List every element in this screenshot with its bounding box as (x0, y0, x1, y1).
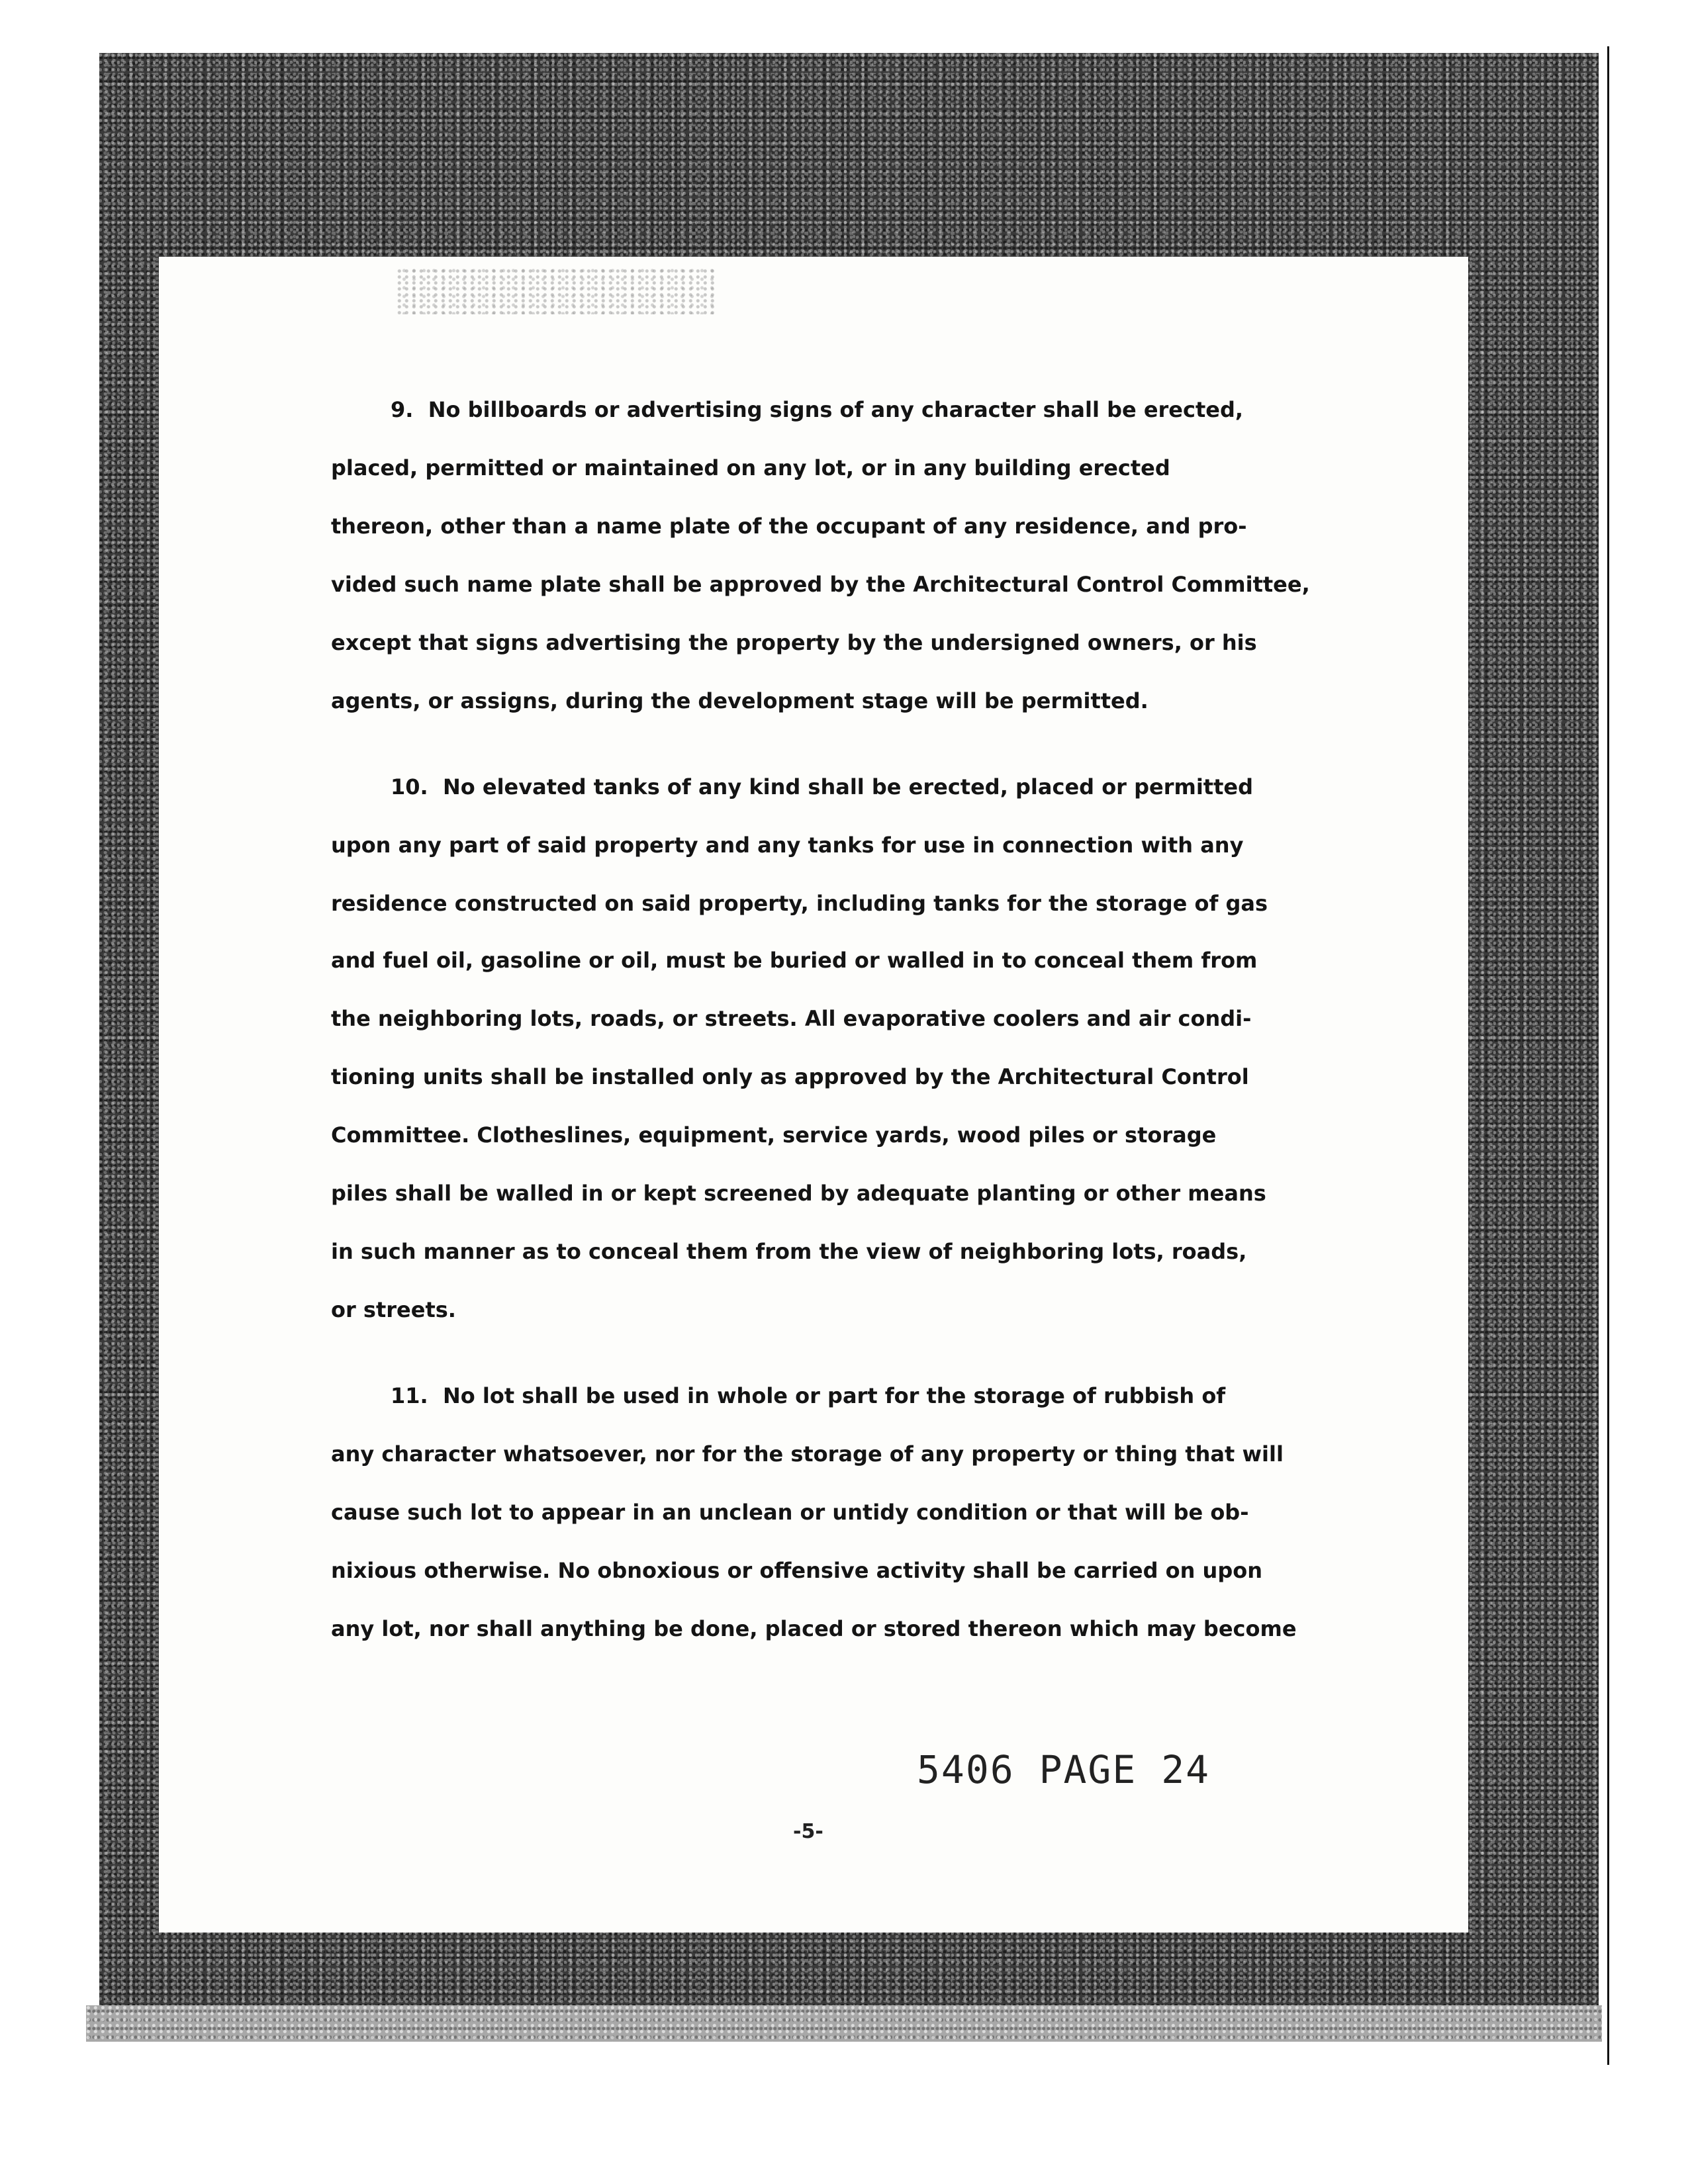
section-9-number: 9. (391, 397, 414, 422)
section-11-line-5: any lot, nor shall anything be done, placed or stored thereon which may become (331, 1616, 1297, 1641)
section-10-line-6: tioning units shall be installed only as approved by the Architectural Control (331, 1064, 1249, 1089)
section-10-line-1: 10. No elevated tanks of any kind shall be erected, placed or permitted (391, 774, 1253, 799)
section-11-line-4: nixious otherwise. No obnoxious or offensive activity shall be carried on upon (331, 1558, 1262, 1583)
section-9-line-2: placed, permitted or maintained on any lot, or in any building erected (331, 455, 1170, 480)
section-10-line-8: piles shall be walled in or kept screened by adequate planting or other means (331, 1181, 1266, 1206)
section-9-line-1: 9. No billboards or advertising signs of any character shall be erected, (391, 397, 1244, 422)
section-9-line-4: vided such name plate shall be approved by the Architectural Control Committee, (331, 572, 1310, 597)
section-10-number: 10. (391, 774, 428, 799)
scan-smudge (397, 268, 715, 314)
section-9-line-6: agents, or assigns, during the development stage will be permitted. (331, 688, 1149, 713)
section-10-line-10: or streets. (331, 1297, 456, 1322)
document-page (159, 257, 1468, 1933)
section-10-line-5: the neighboring lots, roads, or streets. All evaporative coolers and air condi- (331, 1006, 1252, 1031)
section-10-line-2: upon any part of said property and any tanks for use in connection with any (331, 833, 1244, 858)
book-page-stamp: 5406 PAGE 24 (917, 1747, 1211, 1792)
right-edge-rule (1607, 46, 1609, 2065)
section-10-line-7: Committee. Clotheslines, equipment, service yards, wood piles or storage (331, 1122, 1217, 1148)
section-10-line-9: in such manner as to conceal them from the view of neighboring lots, roads, (331, 1239, 1247, 1264)
section-11-line-2: any character whatsoever, nor for the storage of any property or thing that will (331, 1441, 1284, 1467)
section-9-line-5: except that signs advertising the property by the undersigned owners, or his (331, 630, 1257, 655)
section-10-line-3: residence constructed on said property, including tanks for the storage of gas (331, 891, 1268, 916)
section-9-line-3: thereon, other than a name plate of the occupant of any residence, and pro- (331, 514, 1247, 539)
section-11-line-1: 11. No lot shall be used in whole or part for the storage of rubbish of (391, 1383, 1226, 1408)
section-10-line-4: and fuel oil, gasoline or oil, must be buried or walled in to conceal them from (331, 948, 1258, 973)
section-11-line-3: cause such lot to appear in an unclean or untidy condition or that will be ob- (331, 1500, 1249, 1525)
page-number: -5- (793, 1820, 823, 1843)
scan-bottom-noise (86, 2005, 1602, 2042)
section-11-number: 11. (391, 1383, 428, 1408)
